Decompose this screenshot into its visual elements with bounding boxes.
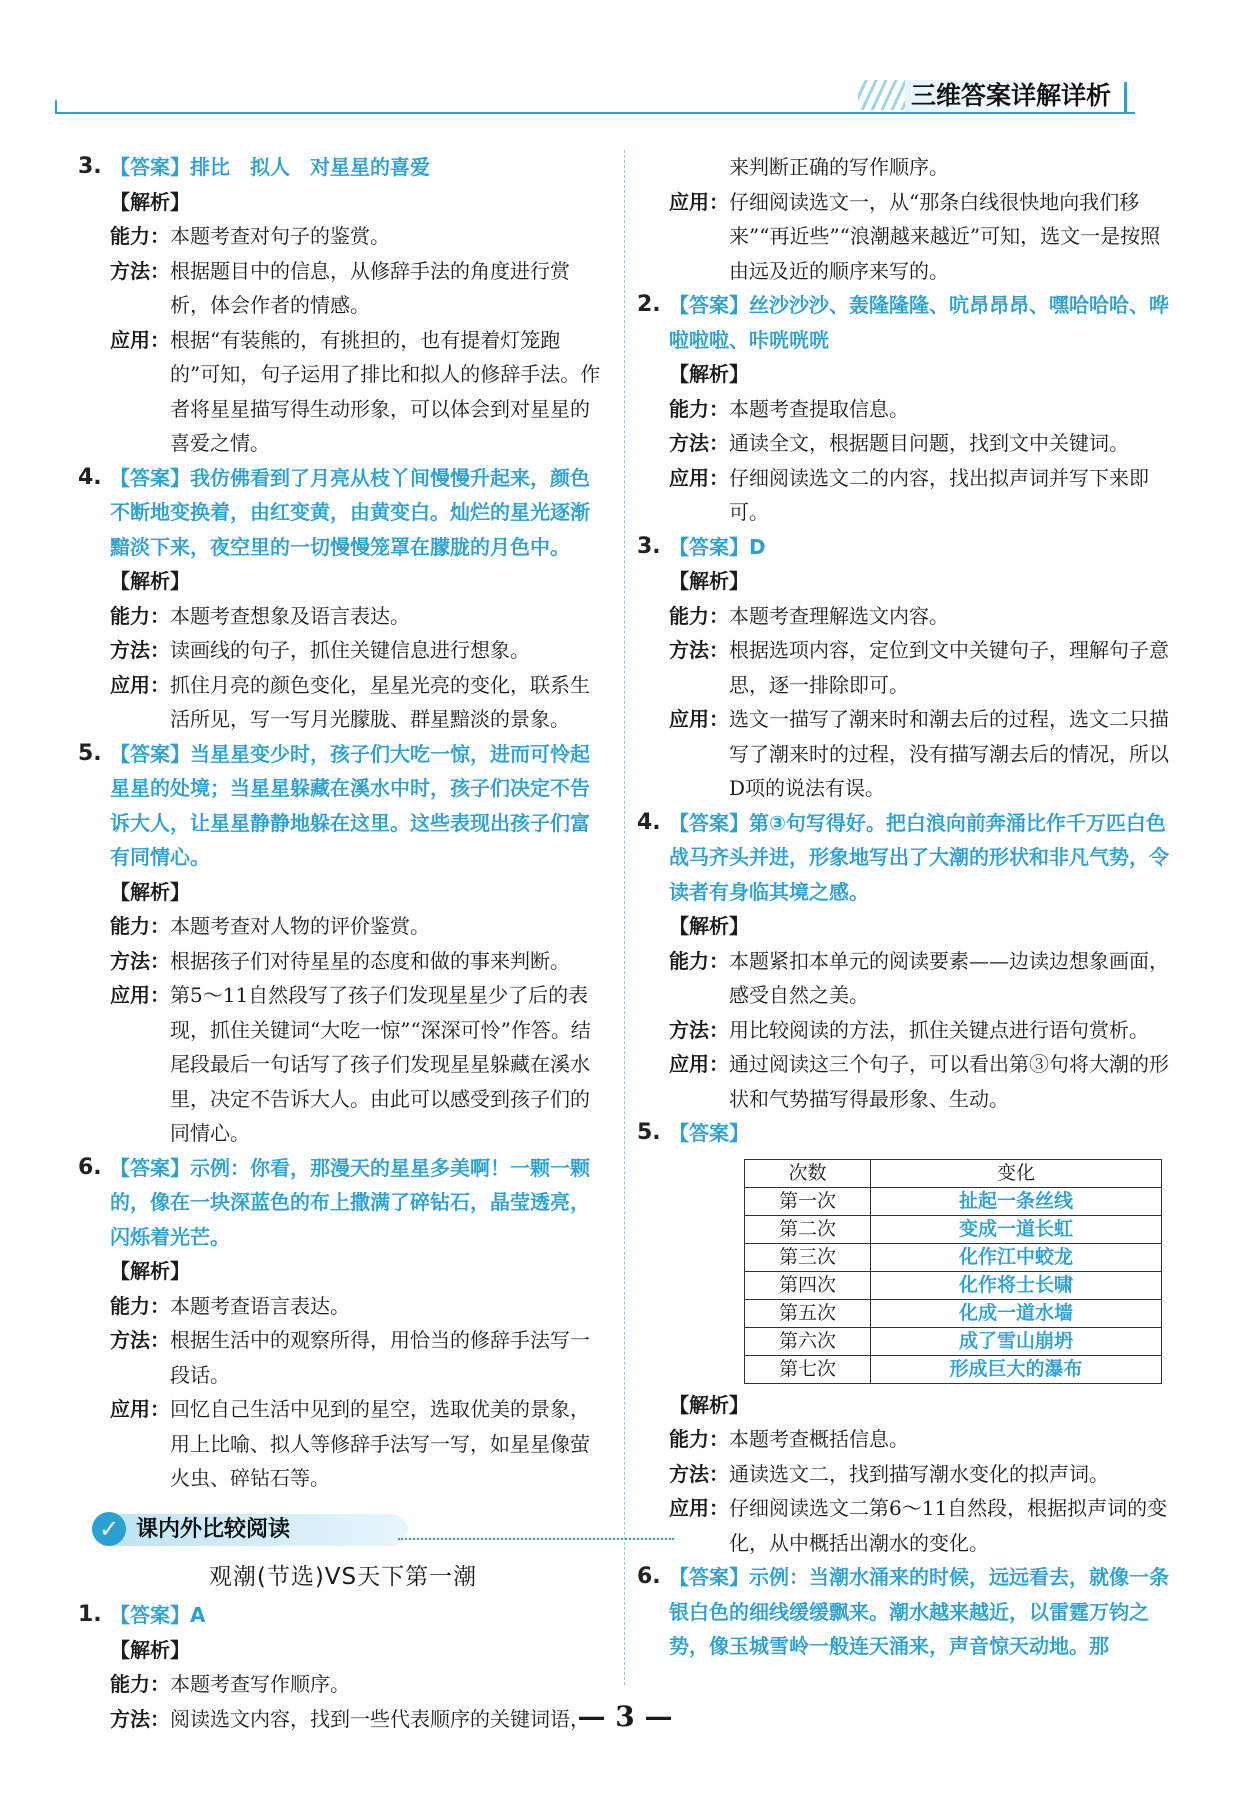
table-header-row [745, 1159, 1162, 1187]
table-header: 次数 [745, 1159, 871, 1187]
table-cell: 第六次 [745, 1327, 871, 1355]
question-number: 1. [78, 1602, 102, 1627]
answer-tag: 【答案】 [110, 1155, 190, 1180]
question-number: 3. [637, 533, 661, 559]
method-continued-row: 来判断正确的写作顺序。 [729, 155, 949, 179]
question-number: 5. [78, 740, 102, 766]
ability-row: 能力： 本题考查理解选文内容。 [669, 603, 949, 628]
method-row: 方法： 根据题目中的信息，从修辞手法的角度进行赏析，体会作者的情感。 [110, 258, 570, 317]
analysis-heading: 【解析】 [669, 569, 749, 593]
column-divider [624, 150, 625, 1685]
table-cell: 第五次 [745, 1299, 871, 1327]
passage-question-2 [637, 288, 1172, 530]
question-number: 2. [637, 292, 661, 317]
answer-tag: 【答案】 [669, 293, 749, 317]
answer-tag: 【答案】 [110, 1603, 190, 1627]
page-number: — 3 — [577, 1700, 673, 1733]
apply-row: 应用： 仔细阅读选文二的内容，找出拟声词并写下来即可。 [669, 465, 1149, 524]
table-cell: 扯起一条丝线 [870, 1187, 1161, 1215]
banner-dotted-line [398, 1538, 674, 1540]
right-column [637, 150, 1172, 1664]
ability-row: 能力： 本题考查写作顺序。 [110, 1672, 350, 1696]
apply-row: 应用： 选文一描写了潮来时和潮去后的过程，选文二只描写了潮来时的过程，没有描写潮去后的情况，所以D项的说法有误。 [669, 707, 1169, 800]
method-row: 方法： 根据选项内容，定位到文中关键句子，理解句子意思，逐一排除即可。 [669, 638, 1169, 697]
question-number: 6. [78, 1154, 102, 1180]
left-column [78, 150, 608, 1736]
answer-text: 示例：当潮水涌来的时候，远远看去，就像一条银白色的细线缓缓飘来。潮水越来越近，以雷霆万钧之势，像玉城雪岭一般连天涌来，声音惊天动地。那 [669, 1565, 1169, 1658]
method-row: 方法： 通读选文二，找到描写潮水变化的拟声词。 [669, 1461, 1109, 1486]
table-row [745, 1215, 1162, 1243]
answer-text: 丝沙沙沙、轰隆隆隆、吭昂昂昂、嘿哈哈哈、哗啦啦啦、咔咣咣咣 [669, 293, 1169, 352]
table-row [745, 1271, 1162, 1299]
passage-question-5 [637, 1116, 1172, 1560]
answer-text: 第③句写得好。把白浪向前奔涌比作千万匹白色战马齐头并进，形象地写出了大潮的形状和非凡气势，令读者有身临其境之感。 [669, 810, 1169, 904]
tide-change-table [744, 1159, 1162, 1384]
question-number: 4. [78, 464, 102, 490]
analysis-heading: 【解析】 [669, 362, 749, 386]
answer-tag: 【答案】 [669, 1121, 749, 1145]
passage-title: 观潮(节选)VS天下第一潮 [208, 1563, 478, 1590]
passage-question-6 [637, 1560, 1172, 1664]
answer-text: 当星星变少时，孩子们大吃一惊，进而可怜起星星的处境；当星星躲藏在溪水中时，孩子们决定不告诉大人，让星星静静地躲在这里。这些表现出孩子们富有同情心。 [110, 741, 590, 869]
answer-text: 示例：你看，那漫天的星星多美啊！一颗一颗的，像在一块深蓝色的布上撒满了碎钻石，晶莹透亮，闪烁着光芒。 [110, 1155, 590, 1249]
answer-tag: 【答案】 [669, 810, 749, 835]
analysis-heading: 【解析】 [110, 569, 190, 593]
question-3 [78, 150, 608, 461]
answer-text: 我仿佛看到了月亮从枝丫间慢慢升起来，颜色不断地变换着，由红变黄，由黄变白。灿烂的星光逐渐黯淡下来，夜空里的一切慢慢笼罩在朦胧的月色中。 [110, 465, 590, 559]
passage-question-1-continued [637, 150, 1172, 288]
section-title: 课内外比较阅读 [136, 1516, 291, 1542]
table-cell: 第二次 [745, 1215, 871, 1243]
header-stripes [858, 80, 908, 110]
ability-row: 能力： 本题考查想象及语言表达。 [110, 603, 410, 628]
apply-row: 应用： 通过阅读这三个句子，可以看出第③句将大潮的形状和气势描写得最形象、生动。 [669, 1052, 1169, 1111]
method-row: 方法： 读画线的句子，抓住关键信息进行想象。 [110, 638, 530, 662]
answer-tag: 【答案】 [669, 1565, 749, 1589]
table-cell: 第一次 [745, 1187, 871, 1215]
ability-row: 能力： 本题考查对句子的鉴赏。 [110, 224, 390, 248]
table-header: 变化 [870, 1159, 1161, 1187]
apply-row: 应用： 回忆自己生活中见到的星空，选取优美的景象，用上比喻、拟人等修辞手法写一写，如星星像萤火虫、碎钻石等。 [110, 1397, 590, 1490]
analysis-heading: 【解析】 [110, 189, 190, 214]
question-number: 4. [637, 809, 661, 835]
apply-row: 应用： 抓住月亮的颜色变化，星星光亮的变化，联系生活所见，写一写月光朦胧、群星黯淡的景象。 [110, 672, 590, 731]
table-row [745, 1355, 1162, 1383]
table-cell: 成了雪山崩坍 [870, 1327, 1161, 1355]
header-rule [55, 112, 1135, 114]
table-row [745, 1327, 1162, 1355]
check-icon: ✓ [92, 1512, 126, 1546]
ability-row: 能力： 本题考查对人物的评价鉴赏。 [110, 914, 430, 938]
table-cell: 第三次 [745, 1243, 871, 1271]
table-cell: 形成巨大的瀑布 [870, 1355, 1161, 1383]
question-4 [78, 461, 608, 737]
answer-text: A [190, 1603, 206, 1627]
answer-text: 排比 拟人 对星星的喜爱 [190, 155, 430, 179]
section-banner [78, 1508, 608, 1552]
question-number: 5. [637, 1120, 661, 1145]
table-cell: 变成一道长虹 [870, 1215, 1161, 1243]
answer-tag: 【答案】 [669, 534, 749, 559]
answer-tag: 【答案】 [110, 741, 190, 766]
question-number: 6. [637, 1564, 661, 1589]
method-row: 方法： 根据孩子们对待星星的态度和做的事来判断。 [110, 948, 570, 973]
table-cell: 第七次 [745, 1355, 871, 1383]
method-row: 方法： 根据生活中的观察所得，用恰当的修辞手法写一段话。 [110, 1328, 590, 1387]
ability-row: 能力： 本题考查概括信息。 [669, 1427, 909, 1451]
analysis-heading: 【解析】 [110, 1637, 190, 1662]
question-5 [78, 737, 608, 1151]
header-title: 三维答案详解详析 [905, 80, 1127, 112]
passage-question-3 [637, 530, 1172, 806]
apply-row: 应用： 仔细阅读选文一，从“那条白线很快地向我们移来”“再近些”“浪潮越来越近”可知，选文一是按照由远及近的顺序来写的。 [669, 189, 1161, 283]
apply-row: 应用： 仔细阅读选文二第6～11自然段，根据拟声词的变化，从中概括出潮水的变化。 [669, 1496, 1168, 1555]
apply-row: 应用： 第5～11自然段写了孩子们发现星星少了后的表现，抓住关键词“大吃一惊”“深深可怜”作答。结尾段最后一句话写了孩子们发现星星躲藏在溪水里，决定不告诉大人。由此可以感受到孩子们的同情心。 [110, 983, 591, 1145]
header-end-bar [1124, 82, 1127, 112]
ability-row: 能力： 本题紧扣本单元的阅读要素——边读边想象画面，感受自然之美。 [669, 948, 1169, 1007]
analysis-heading: 【解析】 [669, 1392, 749, 1417]
table-cell: 化作江中蛟龙 [870, 1243, 1161, 1271]
answer-text: D [749, 534, 766, 559]
answer-tag: 【答案】 [110, 155, 190, 179]
passage-question-4 [637, 806, 1172, 1117]
method-row: 方法： 用比较阅读的方法，抓住关键点进行语句赏析。 [669, 1017, 1149, 1042]
ability-row: 能力： 本题考查提取信息。 [669, 396, 909, 421]
table-row [745, 1187, 1162, 1215]
ability-row: 能力： 本题考查语言表达。 [110, 1293, 350, 1318]
table-row [745, 1299, 1162, 1327]
table-cell: 化成一道水墙 [870, 1299, 1161, 1327]
method-row: 方法： 通读全文，根据题目问题，找到文中关键词。 [669, 431, 1129, 455]
analysis-heading: 【解析】 [669, 914, 749, 938]
apply-row: 应用： 根据“有装熊的，有挑担的，也有提着灯笼跑的”可知，句子运用了排比和拟人的修辞手法。作者将星星描写得生动形象，可以体会到对星星的喜爱之情。 [110, 327, 601, 455]
question-number: 3. [78, 154, 102, 179]
method-row: 方法： 阅读选文内容，找到一些代表顺序的关键词语， [110, 1706, 590, 1731]
table-cell: 化作将士长啸 [870, 1271, 1161, 1299]
question-6 [78, 1151, 608, 1496]
analysis-heading: 【解析】 [110, 879, 190, 904]
table-cell: 第四次 [745, 1271, 871, 1299]
table-row [745, 1243, 1162, 1271]
analysis-heading: 【解析】 [110, 1259, 190, 1283]
answer-tag: 【答案】 [110, 465, 190, 490]
